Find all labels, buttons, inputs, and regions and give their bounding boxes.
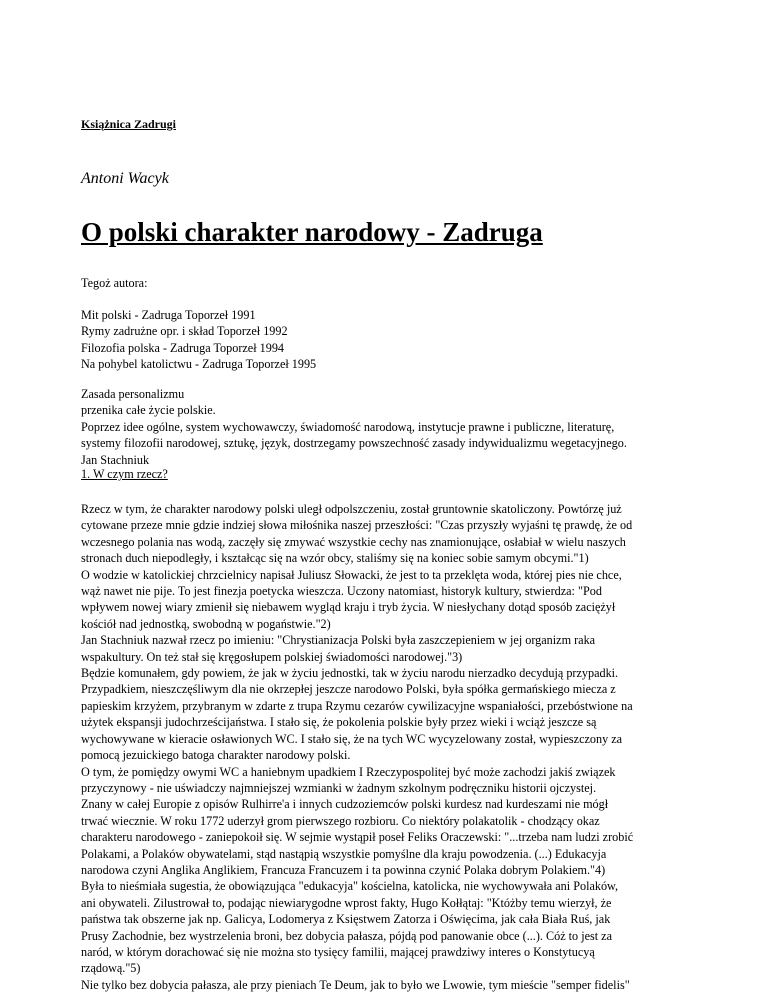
body-line: pomocą jezuickiego batoga charakter narodowy polski. xyxy=(81,748,351,763)
body-line: Rzecz w tym, że charakter narodowy polski uległ odpolszczeniu, został gruntownie skatoliczony. Powtórzę już xyxy=(81,502,622,516)
body-line: wspakultury. On też stał się kręgosłupem polskiej świadomości narodowej."3) xyxy=(81,649,463,664)
by-author-label: Tegoż autora: xyxy=(81,276,148,290)
body-line: Polakami, a Polaków obywatelami, stąd nastąpią wszystkie pomyślne dla kraju powodzenia. (...) Edukacyja xyxy=(81,846,607,861)
body-line: wąż nawet nie pije. To jest finezja poetycka wieszcza. Uczony natomiast, historyk kultury, stwierdza: "Pod xyxy=(81,584,602,599)
body-line: cytowane przeze mnie gdzie indziej słowa miłośnika naszej przeszłości: "Czas przyszły wyjaśni tę prawdę, że od xyxy=(81,518,633,533)
epigraph-line: systemy filozofii narodowej, sztukę, język, dostrzegamy powszechność zasady indywidualizmu wegetacyjnego. xyxy=(81,436,627,451)
body-line: narodowa czyni Anglika Anglikiem, Francuza Francuzem i ta powinna czynić Polaka dobrym Polakiem."4) xyxy=(81,862,606,877)
body-line: kościół nad jednostką, swobodną w pogaństwie."2) xyxy=(81,616,331,631)
body-line: stronach duch niepodległy, i kształcąc się na wzór obcy, staliśmy się na koniec sobie samym obcymi."1) xyxy=(81,551,589,566)
body-line: Znany w całej Europie z opisów Rulhirre'a i innych cudzoziemców polski kurdesz nad kurdeszami nie mógł xyxy=(81,797,609,812)
body-line: naród, w którym dorachować się nie można sto tysięcy familii, mającej prawdziwy interes o Konstytucyą xyxy=(81,944,595,959)
body-line: trwać wiecznie. W roku 1772 uderzył grom pierwszego rozbioru. Co niektóry polakatolik - chodzący okaz xyxy=(81,813,600,828)
section-heading[interactable]: 1. W czym rzecz? xyxy=(81,467,168,481)
body-line: przyczynowy - nie uświadczy najmniejszej wzmianki w żadnym szkolnym podręczniku historii ojczystej. xyxy=(81,780,597,795)
epigraph-author: Jan Stachniuk xyxy=(81,452,150,467)
body-line: Przypadkiem, nieszczęśliwym dla nie okrzepłej jeszcze narodowo Polski, była spółka germańskiego miecza z xyxy=(81,682,616,697)
epigraph-line: Zasada personalizmu xyxy=(81,387,185,401)
body-line: O wodzie w katolickiej chrzcielnicy napisał Juliusz Słowacki, że jest to ta przeklęta woda, której pies nie chce, xyxy=(81,567,622,582)
body-line: Jan Stachniuk nazwał rzecz po imieniu: "Chrystianizacja Polski była zaszczepieniem w jej organizm raka xyxy=(81,633,596,648)
body-line: rządową."5) xyxy=(81,961,141,976)
body-line: wczesnego polania nas wodą, zaczęły się zmywać wszystkie cechy nas znamionujące, osłabiał w wielu naszych xyxy=(81,534,626,549)
body-line: Nie tylko bez dobycia pałasza, ale przy pieniach Te Deum, jak to było we Lwowie, tym mieście "semper fidelis" xyxy=(81,977,630,992)
epigraph-line: przenika całe życie polskie. xyxy=(81,403,216,418)
body-line: Prusy Zachodnie, bez wystrzelenia broni, bez dobycia pałasza, pójdą pod panowanie obce (...). Cóż to jest za xyxy=(81,928,612,943)
body-line: ani obywateli. Zilustrował to, podając niewiarygodne wprost fakty, Hugo Kołłątaj: "Któżby temu wierzył, że xyxy=(81,895,612,910)
body-line: państwa tak obszerne jak np. Galicya, Lodomerya z Księstwem Zatorza i Oświęcima, jak cała Biała Ruś, jak xyxy=(81,912,611,927)
body-line: charakteru narodowego - zaniepokoił się. W sejmie wystąpił poseł Feliks Oraczewski: "...trzeba nam ludzi zrobić xyxy=(81,830,634,845)
body-line: O tym, że pomiędzy owymi WC a haniebnym upadkiem I Rzeczypospolitej być może zachodzi jakiś związek xyxy=(81,764,616,779)
body-line: Była to nieśmiała sugestia, że obowiązująca "edukacyja" kościelna, katolicka, nie wychowywała ani Polaków, xyxy=(81,879,619,894)
body-text xyxy=(81,501,691,993)
author-name: Antoni Wacyk xyxy=(81,170,169,187)
library-title-link[interactable]: Książnica Zadrugi xyxy=(81,117,177,131)
book-item: Filozofia polska - Zadruga Toporzeł 1994 xyxy=(81,340,285,355)
body-line: Będzie komunałem, gdy powiem, że jak w życiu jednostki, tak w życiu narodu nierzadko decydują przypadki. xyxy=(81,666,619,681)
body-line: papieskim krzyżem, przybranym w zdarte z trupa Rzymu cezarów cywilizacyjne wspaniałości, przebóstwione na xyxy=(81,698,633,713)
book-item: Mit polski - Zadruga Toporzeł 1991 xyxy=(81,308,256,322)
page-title: O polski charakter narodowy - Zadruga xyxy=(81,217,543,247)
body-line: wychowywane w kieracie osławionych WC. I stało się, że na tych WC wycyzelowany został, wypieszczony za xyxy=(81,731,623,746)
epigraph xyxy=(81,386,691,468)
book-item: Rymy zadrużne opr. i skład Toporzeł 1992 xyxy=(81,324,288,339)
epigraph-line: Poprzez idee ogólne, system wychowawczy, świadomość narodową, instytucje prawne i publiczne, literaturę, xyxy=(81,419,615,434)
book-item: Na pohybel katolictwu - Zadruga Toporzeł 1995 xyxy=(81,357,317,372)
book-list xyxy=(81,307,691,373)
body-line: wpływem nowej wiary zmienił się niebawem wygląd kraju i tryb życia. W niesłychany dotąd sposób zaciężył xyxy=(81,600,616,615)
body-line: użytek ekspansji judochrześcijaństwa. I stało się, że pokolenia polskie były przez wieki i wciąż jeszcze są xyxy=(81,715,597,730)
